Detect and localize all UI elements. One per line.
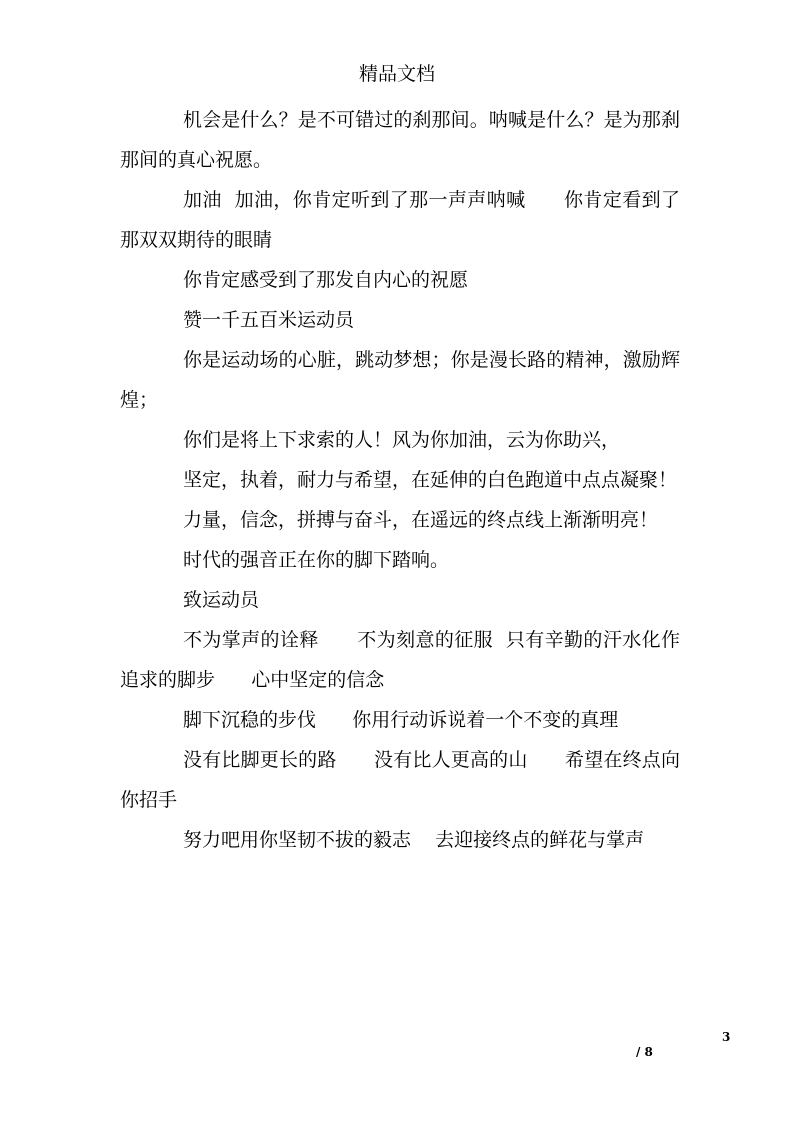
document-body	[120, 100, 680, 860]
paragraph: 你们是将上下求索的人！风为你加油，云为你助兴，	[183, 429, 621, 451]
paragraph: 你肯定感受到了那发自内心的祝愿	[183, 269, 469, 291]
paragraph: 致运动员	[183, 589, 260, 611]
paragraph: 不为掌声的诠释 不为刻意的征服 只有辛勤的汗水化作追求的脚步 心中坚定的信念	[120, 629, 680, 691]
paragraph: 时代的强音正在你的脚下踏响。	[183, 549, 450, 571]
page-total: / 8	[636, 1045, 653, 1059]
paragraph: 加油 加油，你肯定听到了那一声声呐喊 你肯定看到了那双双期待的眼睛	[120, 189, 680, 251]
paragraph: 没有比脚更长的路 没有比人更高的山 希望在终点向你招手	[120, 749, 680, 811]
paragraph: 脚下沉稳的步伐 你用行动诉说着一个不变的真理	[183, 709, 619, 731]
paragraph: 赞一千五百米运动员	[183, 309, 355, 331]
paragraph: 机会是什么？是不可错过的刹那间。呐喊是什么？是为那刹那间的真心祝愿。	[120, 109, 680, 171]
paragraph: 坚定，执着，耐力与希望，在延伸的白色跑道中点点凝聚！	[183, 469, 678, 491]
paragraph: 力量，信念，拼搏与奋斗，在遥远的终点线上渐渐明亮！	[183, 509, 659, 531]
page-header: 精品文档	[358, 63, 435, 85]
paragraph: 努力吧用你坚韧不拔的毅志 去迎接终点的鲜花与掌声	[183, 829, 645, 851]
page-number: 3	[722, 1030, 731, 1044]
paragraph: 你是运动场的心脏，跳动梦想；你是漫长路的精神，激励辉煌；	[120, 349, 680, 411]
